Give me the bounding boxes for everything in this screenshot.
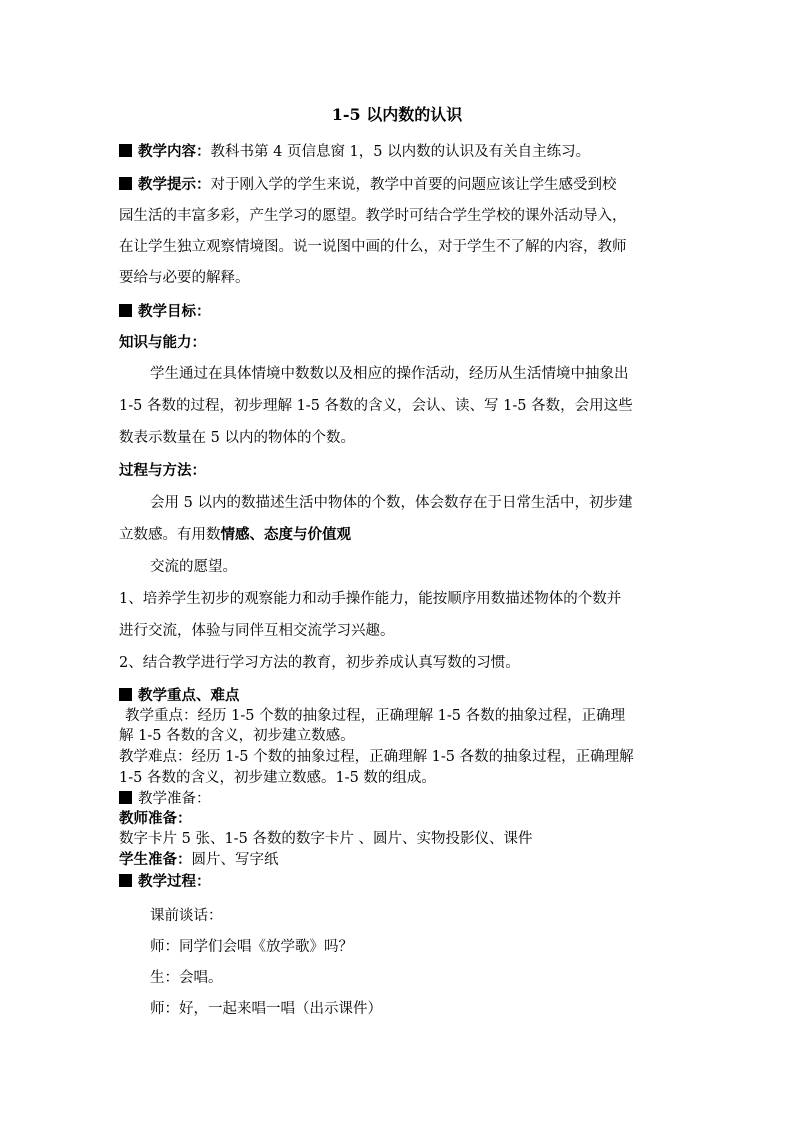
square-bullet-icon (119, 874, 132, 887)
procedure-section (119, 872, 211, 892)
hint-section (119, 175, 617, 195)
attitude-heading: 情感、态度与价值观 (220, 526, 351, 543)
keypoints-section (119, 686, 240, 706)
square-bullet-icon (119, 791, 132, 804)
goals-label: 教学目标： (138, 303, 211, 320)
process-heading: 过程与方法： (119, 462, 206, 479)
procedure-line: 生：会唱。 (150, 970, 223, 986)
procedure-line: 师：同学们会唱《放学歌》吗？ (150, 939, 353, 955)
keypoints-line: 教学难点：经历 1-5 个数的抽象过程，正确理解 1-5 各数的抽象过程，正确理解 (119, 749, 634, 765)
keypoints-line: 解 1-5 各数的含义，初步建立数感。 (119, 728, 355, 744)
teacher-prep-text: 数字卡片 5 张、1-5 各数的数字卡片 、圆片、实物投影仪、课件 (119, 831, 533, 847)
prep-label: 教学准备： (138, 791, 211, 807)
hint-line: 要给与必要的解释。 (119, 270, 250, 286)
student-prep-label: 学生准备： (119, 851, 192, 868)
process-line: 会用 5 以内的数描述生活中物体的个数，体会数存在于日常生活中，初步建 (150, 495, 633, 511)
keypoints-label: 教学重点、难点 (138, 687, 240, 704)
keypoints-line: 教学重点：经历 1-5 个数的抽象过程，正确理解 1-5 各数的抽象过程，正确理 (125, 708, 626, 724)
process-text: 立数感。有用数 (119, 527, 221, 543)
knowledge-line: 学生通过在具体情境中数数以及相应的操作活动，经历从生活情境中抽象出 (150, 366, 629, 382)
goal-item: 1、培养学生初步的观察能力和动手操作能力，能按顺序用数描述物体的个数并 (119, 591, 622, 607)
hint-label: 教学提示： (138, 176, 211, 193)
knowledge-heading: 知识与能力： (119, 334, 206, 351)
goals-section (119, 302, 211, 322)
teacher-prep-label: 教师准备： (119, 810, 192, 827)
content-label: 教学内容： (138, 143, 211, 160)
knowledge-line: 1-5 各数的过程，初步理解 1-5 各数的含义，会认、读、写 1-5 各数，会用这些 (119, 398, 633, 414)
prep-section (119, 789, 211, 809)
hint-line: 对于刚入学的学生来说，教学中首要的问题应该让学生感受到校 (210, 177, 617, 193)
content-section (119, 142, 590, 162)
hint-line: 园生活的丰富多彩，产生学习的愿望。教学时可结合学生学校的课外活动导入， (119, 208, 627, 224)
content-text: 教科书第 4 页信息窗 1，5 以内数的认识及有关自主练习。 (210, 144, 591, 160)
procedure-label: 教学过程： (138, 873, 211, 890)
procedure-line: 师：好，一起来唱一唱（出示课件） (150, 1001, 382, 1017)
hint-line: 在让学生独立观察情境图。说一说图中画的什么，对于学生不了解的内容，教师 (119, 239, 627, 255)
keypoints-line: 1-5 各数的含义，初步建立数感。1-5 数的组成。 (119, 770, 436, 786)
student-prep (119, 850, 279, 870)
square-bullet-icon (119, 688, 132, 701)
process-line: 交流的愿望。 (150, 559, 237, 575)
goal-item: 2、结合教学进行学习方法的教育，初步养成认真写数的习惯。 (119, 655, 520, 671)
square-bullet-icon (119, 177, 132, 190)
page-title: 1-5 以内数的认识 (331, 105, 463, 124)
process-line (119, 525, 351, 545)
square-bullet-icon (119, 304, 132, 317)
goal-item: 进行交流，体验与同伴互相交流学习兴趣。 (119, 623, 395, 639)
knowledge-line: 数表示数量在 5 以内的物体的个数。 (119, 430, 355, 446)
student-prep-text: 圆片、写字纸 (191, 852, 279, 868)
procedure-line: 课前谈话： (150, 908, 223, 924)
square-bullet-icon (119, 144, 132, 157)
